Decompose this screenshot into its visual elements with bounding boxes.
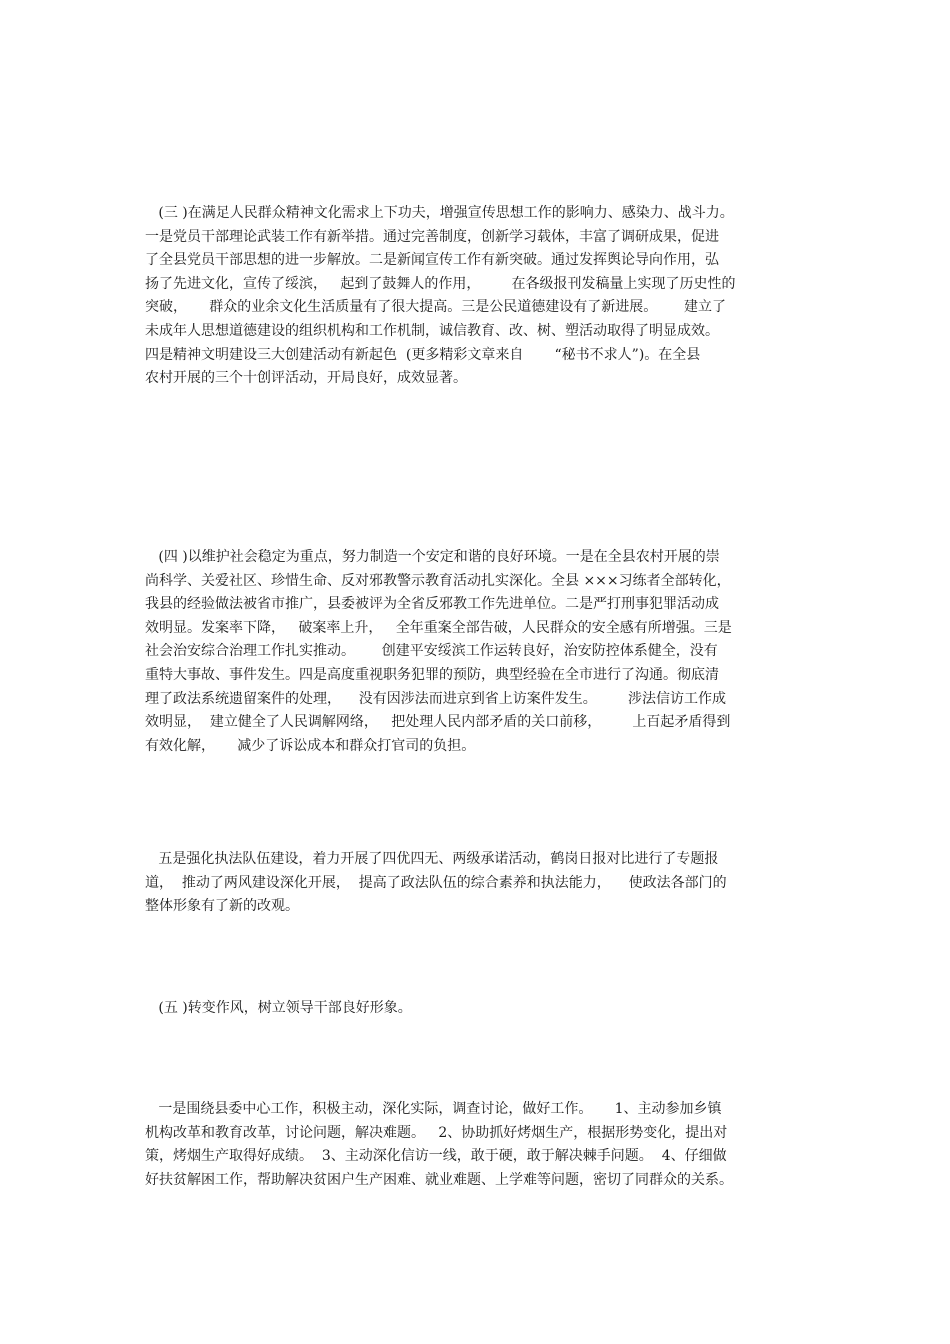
text-line: 机构改革和教育改革，讨论问题，解决难题。 2、协助抓好烤烟生产，根据形势变化，提出对 <box>145 1124 728 1141</box>
text-line: 效明显。发案率下降， 破案率上升， 全年重案全部告破，人民群众的安全感有所增强。三是 <box>145 619 732 636</box>
text-line: 社会治安综合治理工作扎实推动。 创建平安绥滨工作运转良好，治安防控体系健全，没有 <box>145 643 718 660</box>
paragraph-item-1 <box>145 1098 825 1192</box>
text-line: (四 )以维护社会稳定为重点，努力制造一个安定和谐的良好环境。一是在全县农村开展的崇 <box>145 549 720 565</box>
text-line: 未成年人思想道德建设的组织机构和工作机制，诚信教育、改、树、塑活动取得了明显成效。 <box>145 322 719 339</box>
text-line: 五是强化执法队伍建设，着力开展了四优四无、两级承诺活动，鹤岗日报对比进行了专题报 <box>145 851 719 867</box>
text-line: (五 )转变作风，树立领导干部良好形象。 <box>145 1000 412 1016</box>
paragraph-item-5 <box>145 848 825 919</box>
paragraph-section-4 <box>145 546 825 758</box>
text-line: (三 )在满足人民群众精神文化需求上下功夫，增强宣传思想工作的影响力、感染力、战斗力。 <box>145 205 734 221</box>
text-line: 效明显， 建立健全了人民调解网络， 把处理人民内部矛盾的关口前移， 上百起矛盾得到 <box>145 714 731 731</box>
text-line: 尚科学、关爱社区、珍惜生命、反对邪教警示教育活动扎实深化。全县 ×××习练者全部转化， <box>145 572 731 589</box>
text-line: 农村开展的三个十创评活动，开局良好，成效显著。 <box>145 370 467 387</box>
text-line: 扬了先进文化，宣传了绥滨， 起到了鼓舞人的作用， 在各级报刊发稿量上实现了历史性的 <box>145 275 736 292</box>
text-line: 一是党员干部理论武装工作有新举措。通过完善制度，创新学习载体，丰富了调研成果，促进 <box>145 228 719 245</box>
text-line: 整体形象有了新的改观。 <box>145 898 299 915</box>
text-line: 四是精神文明建设三大创建活动有新起色 (更多精彩文章来自 “秘书不求人”)。在全县 <box>145 346 701 363</box>
text-line: 策，烤烟生产取得好成绩。 3、主动深化信访一线，敢于硬，敢于解决棘手问题。 4、仔细做 <box>145 1148 727 1165</box>
text-line: 重特大事故、事件发生。四是高度重视职务犯罪的预防，典型经验在全市进行了沟通。彻底清 <box>145 666 719 683</box>
paragraph-section-3 <box>145 202 825 391</box>
text-line: 突破， 群众的业余文化生活质量有了很大提高。三是公民道德建设有了新进展。 建立了 <box>145 299 726 316</box>
text-line: 我县的经验做法被省市推广，县委被评为全省反邪教工作先进单位。二是严打刑事犯罪活动成 <box>145 596 719 613</box>
text-line: 一是围绕县委中心工作，积极主动，深化实际，调查讨论，做好工作。 1、主动参加乡镇 <box>145 1101 722 1117</box>
text-line: 了全县党员干部思想的进一步解放。二是新闻宣传工作有新突破。通过发挥舆论导向作用，弘 <box>145 252 719 269</box>
text-line: 道， 推动了两风建设深化开展， 提高了政法队伍的综合素养和执法能力， 使政法各部门的 <box>145 874 727 891</box>
paragraph-section-5 <box>145 997 825 1021</box>
text-line: 好扶贫解困工作，帮助解决贫困户生产困难、就业难题、上学难等问题，密切了同群众的关系。 <box>145 1171 733 1188</box>
text-line: 理了政法系统遗留案件的处理， 没有因涉法而进京到省上访案件发生。 涉法信访工作成 <box>145 690 726 707</box>
text-line: 有效化解， 减少了诉讼成本和群众打官司的负担。 <box>145 737 476 754</box>
